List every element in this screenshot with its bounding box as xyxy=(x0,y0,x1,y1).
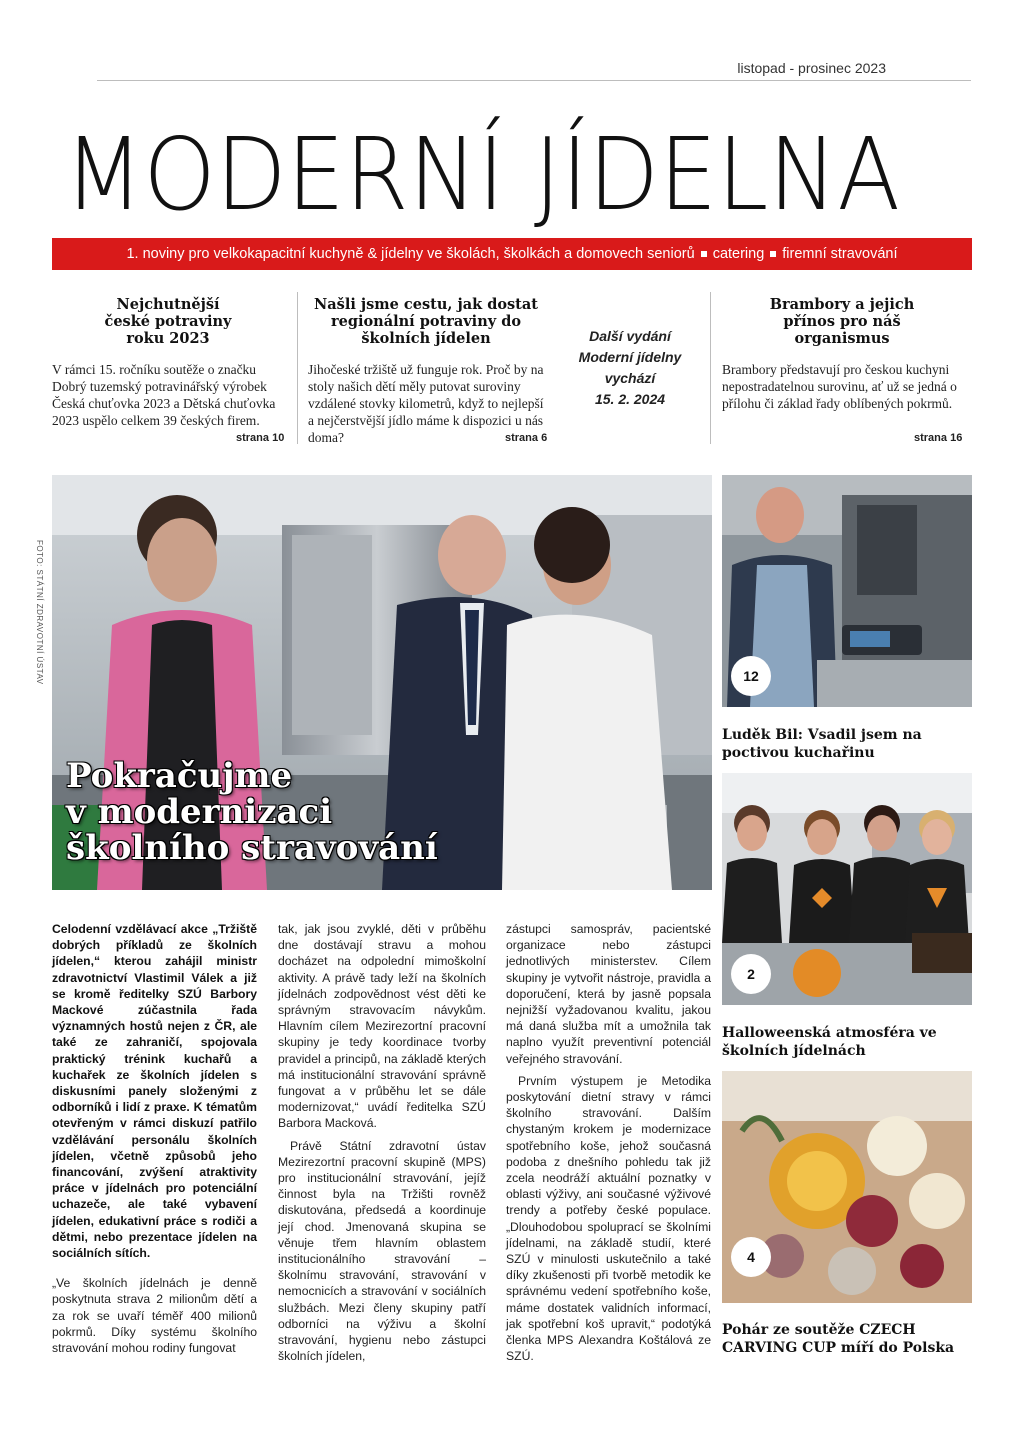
page-badge[interactable]: 2 xyxy=(731,954,771,994)
article-paragraph: zástupci samospráv, pacientské organizace nebo zástupci jednotlivých ministerstev. Cílem skupiny je vytvořit nástroje, pravidla a doporučení, která by jasně popsala nejnižší vyžadovanou kvalitu, jakou má daná služba mít a umožnila tak naplno využít preventivní potenciál veřejného stravování. xyxy=(506,922,711,1066)
side-caption[interactable]: Luděk Bil: Vsadil jsem na poctivou kuchařinu xyxy=(722,727,922,761)
bullet-icon xyxy=(770,251,776,257)
main-headline[interactable] xyxy=(66,758,438,866)
masthead-title: MODERNÍ JÍDELNA xyxy=(64,116,901,233)
next-issue-date: 15. 2. 2024 xyxy=(594,391,666,407)
article-paragraph: Prvním výstupem je Metodika poskytování dietní stravy v rámci školního stravování. Dalším chystaným krokem je modernizace spotřebního koše, jehož současná podoba z dnešního pohledu tak již zcela neodráží aktuální poznatky v oblasti výživy, ani současné výživové trendy a potřeby české populace. „Dlouhodobou spoluprací se školními jídelnami, na základě studií, které SZÚ v minulosti uskutečnilo a také díky zkušenosti při tvorbě metodik ke správnému vedení spotřebního koše, máme dostatek validních informací, jak spotřební koš upravit,“ podotýká členka MPS Alexandra Koštálová ze SZÚ. xyxy=(506,1073,711,1364)
teaser-page-ref[interactable]: strana 6 xyxy=(505,432,548,444)
teaser-text: Jihočeské tržiště už funguje rok. Proč by na stoly našich dětí měly putovat suroviny vzdálené stovky kilometrů, když to nejlepší a nejčerstvější jídlo máme k dispozici u nás doma? xyxy=(308,362,544,445)
article-column-2 xyxy=(278,921,486,1370)
column-divider xyxy=(297,292,298,444)
article-column-3 xyxy=(506,921,711,1370)
headline-line: Pokračujme xyxy=(66,756,293,796)
teaser-text: V rámci 15. ročníku soutěže o značku Dobrý tuzemský potravinářský výrobek Česká chuťovka 2023 a Dětská chuťovka 2023 uspělo celkem 39 českých firem. xyxy=(52,362,276,428)
page-badge[interactable]: 4 xyxy=(731,1237,771,1277)
article-paragraph: Právě Státní zdravotní ústav Mezirezortní pracovní skupině (MPS) pro institucionální stravování, jejíž činnost byla na Tržišti rovněž diskutována, předsedá a koordinuje její chod. Jmenovaná skupina se věnuje třem hlavním oblastem institucionálního stravování – školnímu stravování, stravování v nemocnicích a stravování v sociálních službách. Mezi členy skupiny patří odborníci na výživu a školní stravování, hygienu nebo zástupci školních jídelen, xyxy=(278,1138,486,1364)
teaser-page-ref[interactable]: strana 16 xyxy=(914,432,963,444)
next-issue-line: Moderní jídelny xyxy=(578,349,682,365)
issue-date: listopad - prosinec 2023 xyxy=(737,60,886,76)
side-caption[interactable]: Pohár ze soutěže CZECH CARVING CUP míří do Polska xyxy=(722,1322,955,1356)
teaser-text: Brambory představují pro českou kuchyni nepostradatelnou surovinu, ať už se jedná o přílohu či základ řady oblíbených pokrmů. xyxy=(722,362,957,411)
teaser-title[interactable]: Nejchutnější české potraviny roku 2023 xyxy=(104,296,232,347)
next-issue-line: vychází xyxy=(604,370,656,386)
article-paragraph: tak, jak jsou zvyklé, děti v průběhu dne dostávají stravu a mohou docházet na odpolední mimoškolní aktivity. A právě tady leží na školních jídelnách zodpovědnost vést děti ke správným stravovacím návykům. Hlavním cílem Mezirezortní pracovní skupiny je tedy koordinace tvorby pravidel a principů, na základě kterých má institucionální stravování správně fungovat a v průběhu let se dále modernizovat,“ uvádí ředitelka SZÚ Barbora Macková. xyxy=(278,922,486,1131)
teaser-page-ref[interactable]: strana 10 xyxy=(236,432,285,444)
side-caption[interactable]: Halloweenská atmosféra ve školních jídelnách xyxy=(722,1025,937,1059)
tagline-bar xyxy=(52,238,972,270)
teaser-title[interactable]: Brambory a jejich přínos pro náš organismus xyxy=(769,296,915,347)
teaser-1[interactable] xyxy=(52,296,284,429)
page-badge[interactable]: 12 xyxy=(731,656,771,696)
column-divider xyxy=(710,292,711,444)
teaser-3[interactable] xyxy=(722,296,962,412)
headline-line: školního stravování xyxy=(66,828,438,868)
bullet-icon xyxy=(701,251,707,257)
tagline-catering: catering xyxy=(712,246,765,262)
teaser-title[interactable]: Našli jsme cestu, jak dostat regionální potraviny do školních jídelen xyxy=(314,296,538,347)
tagline-firemni: firemní stravování xyxy=(782,246,898,262)
top-divider xyxy=(97,80,971,81)
article-column-1 xyxy=(52,921,257,1362)
tagline-main: 1. noviny pro velkokapacitní kuchyně & jídelny ve školách, školkách a domovech seniorů xyxy=(126,246,695,262)
article-paragraph: „Ve školních jídelnách je denně poskytnuta strava 2 milionům dětí a za rok se uvaří téměř 400 milionů pokrmů. Díky systému školního stravování mohou rodiny fungovat xyxy=(52,1276,257,1356)
photo-credit: FOTO: STÁTNÍ ZDRAVOTNÍ ÚSTAV xyxy=(35,540,44,685)
teaser-2[interactable] xyxy=(308,296,544,446)
next-issue-box xyxy=(565,326,695,410)
next-issue-line: Další vydání xyxy=(589,328,671,344)
article-lead: Celodenní vzdělávací akce „Tržiště dobrých příkladů ze školních jídelen,“ kterou zahájil ministr zdravotnictví Vlastimil Válek a již se kromě ředitelky SZÚ Barbory Mackové zúčastnila řada významných hostů nejen z ČR, ale také ze zahraničí, spojovala praktický trénink kuchařů a kuchařek ze školních jídelen s diskusními panely složenými z odborníků i lidí z praxe. K tématům otevřeným v rámci diskuzí patřilo vzdělávání personálu školních jídelen, včetně způsobů jeho financování, zvýšení atraktivity práce v jídelnách pro potenciální uchazeče, ale také vybavení jídelen, edukativní práce s rodiči a dětmi, nebo prezentace jídelen na sociálních sítích. xyxy=(52,922,257,1261)
headline-line: v modernizaci xyxy=(66,792,333,832)
